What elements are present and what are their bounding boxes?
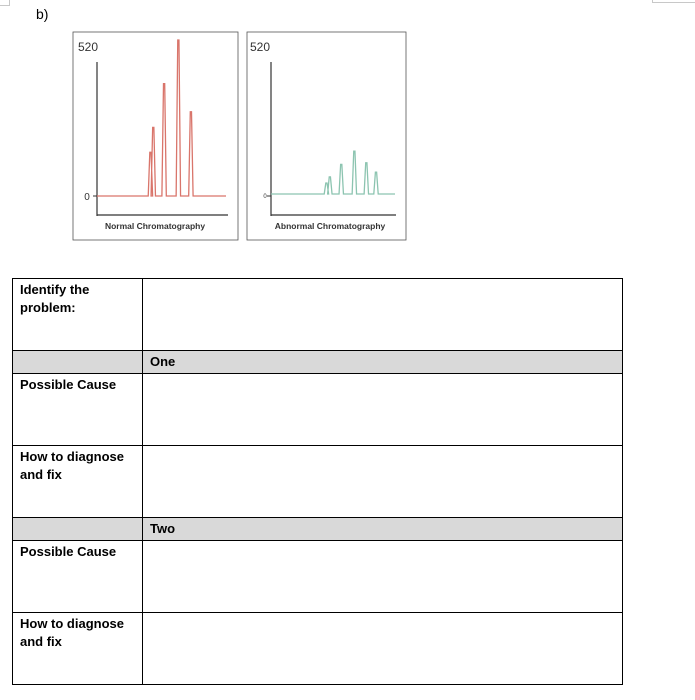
troubleshooting-table xyxy=(12,278,623,685)
section-one-fix-row xyxy=(13,446,623,518)
abnormal-ymax-label: 520 xyxy=(250,40,271,54)
normal-trace-line xyxy=(97,40,226,196)
abnormal-ymin-label: 0 xyxy=(263,194,267,200)
section-one-fix-label: How to diagnose and fix xyxy=(13,446,143,518)
normal-caption: Normal Chromatography xyxy=(104,221,206,231)
section-one-cause-row xyxy=(13,374,623,446)
abnormal-chromatogram-svg xyxy=(232,30,412,245)
section-one-header-spacer xyxy=(13,351,143,374)
normal-ymax-label: 520 xyxy=(78,40,99,54)
identify-problem-label: Identify the problem: xyxy=(13,279,143,351)
part-label: b) xyxy=(36,6,49,22)
abnormal-caption: Abnormal Chromatography xyxy=(274,221,386,231)
normal-plot-frame xyxy=(73,32,238,240)
section-one-label: One xyxy=(143,351,623,374)
section-two-label: Two xyxy=(143,518,623,541)
identify-problem-answer-cell[interactable] xyxy=(143,279,623,351)
abnormal-trace-line xyxy=(271,151,395,194)
page-corner-mark-left xyxy=(0,0,10,6)
normal-chromatogram-svg xyxy=(60,30,245,245)
section-one-cause-label: Possible Cause xyxy=(13,374,143,446)
normal-ymin-label: 0 xyxy=(84,192,90,203)
identify-problem-row xyxy=(13,279,623,351)
section-one-fix-answer-cell[interactable] xyxy=(143,446,623,518)
section-two-fix-label: How to diagnose and fix xyxy=(13,613,143,685)
section-one-header-row xyxy=(13,351,623,374)
section-two-cause-answer-cell[interactable] xyxy=(143,541,623,613)
section-two-fix-row xyxy=(13,613,623,685)
page-corner-mark-right xyxy=(652,0,695,3)
section-one-cause-answer-cell[interactable] xyxy=(143,374,623,446)
section-two-fix-answer-cell[interactable] xyxy=(143,613,623,685)
abnormal-chromatography-chart xyxy=(232,30,412,245)
normal-chromatography-chart xyxy=(60,30,245,245)
section-two-header-row xyxy=(13,518,623,541)
section-two-cause-label: Possible Cause xyxy=(13,541,143,613)
section-two-cause-row xyxy=(13,541,623,613)
section-two-header-spacer xyxy=(13,518,143,541)
